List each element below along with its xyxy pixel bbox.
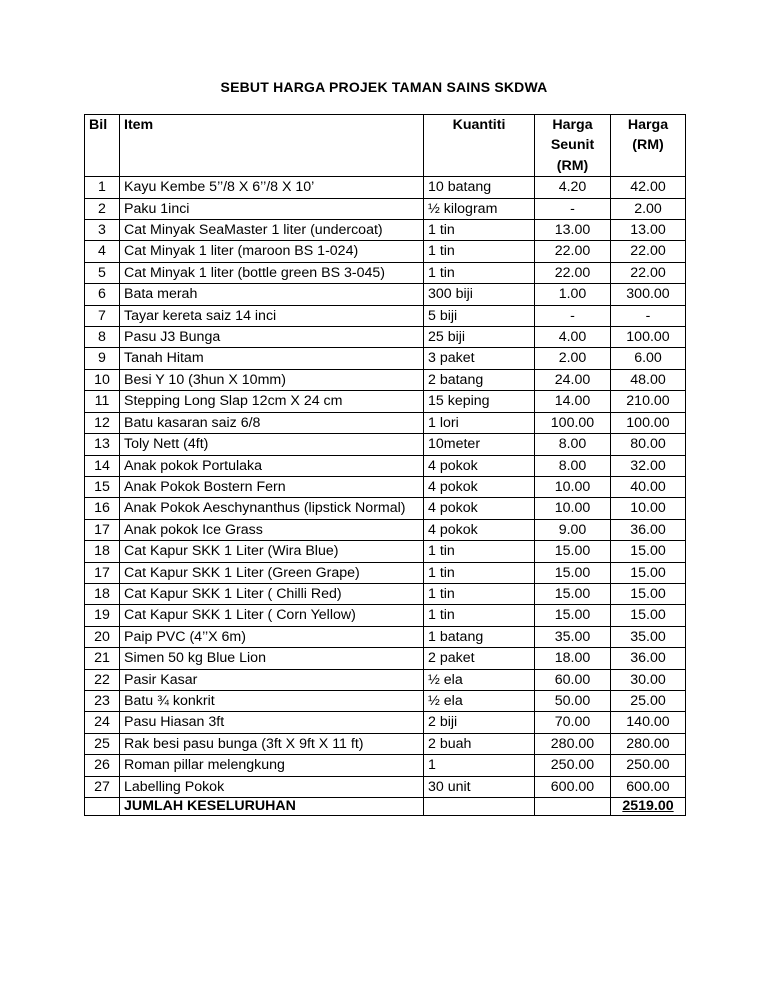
row-bil: 9 [85,348,120,369]
row-item: Batu kasaran saiz 6/8 [120,412,424,433]
row-quantity: 1 tin [424,241,535,262]
row-item: Batu ¾ konkrit [120,690,424,711]
row-price: 100.00 [611,412,686,433]
row-bil: 14 [85,455,120,476]
total-unit-cell [535,798,611,816]
row-bil: 12 [85,412,120,433]
row-price: 600.00 [611,776,686,797]
row-unit-price: 280.00 [535,733,611,754]
row-price: 25.00 [611,690,686,711]
row-bil: 23 [85,690,120,711]
row-price: 80.00 [611,434,686,455]
row-quantity: 2 paket [424,648,535,669]
row-price: 36.00 [611,519,686,540]
row-price: 140.00 [611,712,686,733]
row-price: 13.00 [611,220,686,241]
table-row [85,626,686,647]
row-item: Pasir Kasar [120,669,424,690]
row-unit-price: 600.00 [535,776,611,797]
row-price: 2.00 [611,198,686,219]
header-item: Item [120,115,424,177]
row-bil: 3 [85,220,120,241]
row-price: 35.00 [611,626,686,647]
row-price: 42.00 [611,177,686,198]
table-row [85,712,686,733]
row-unit-price: 250.00 [535,755,611,776]
table-row [85,669,686,690]
row-item: Pasu Hiasan 3ft [120,712,424,733]
row-quantity: 1 tin [424,583,535,604]
row-item: Cat Kapur SKK 1 Liter (Green Grape) [120,562,424,583]
row-item: Simen 50 kg Blue Lion [120,648,424,669]
row-item: Rak besi pasu bunga (3ft X 9ft X 11 ft) [120,733,424,754]
row-bil: 20 [85,626,120,647]
row-bil: 17 [85,519,120,540]
row-bil: 2 [85,198,120,219]
row-unit-price: 13.00 [535,220,611,241]
page-title: SEBUT HARGA PROJEK TAMAN SAINS SKDWA [220,79,548,95]
row-quantity: 1 tin [424,562,535,583]
row-bil: 13 [85,434,120,455]
row-unit-price: 8.00 [535,455,611,476]
row-bil: 18 [85,541,120,562]
row-unit-price: 4.00 [535,327,611,348]
row-item: Anak Pokok Bostern Fern [120,476,424,497]
table-row [85,241,686,262]
table-row [85,583,686,604]
row-unit-price: 1.00 [535,284,611,305]
table-row [85,776,686,797]
row-bil: 21 [85,648,120,669]
row-price: - [611,305,686,326]
row-price: 15.00 [611,605,686,626]
row-bil: 27 [85,776,120,797]
table-row [85,412,686,433]
table-row [85,755,686,776]
row-price: 36.00 [611,648,686,669]
row-quantity: ½ ela [424,690,535,711]
row-unit-price: 8.00 [535,434,611,455]
row-quantity: 3 paket [424,348,535,369]
row-bil: 8 [85,327,120,348]
table-row [85,455,686,476]
row-item: Anak pokok Ice Grass [120,519,424,540]
row-bil: 1 [85,177,120,198]
row-item: Labelling Pokok [120,776,424,797]
row-price: 100.00 [611,327,686,348]
row-quantity: 2 buah [424,733,535,754]
table-row [85,327,686,348]
row-bil: 6 [85,284,120,305]
row-unit-price: 100.00 [535,412,611,433]
row-bil: 17 [85,562,120,583]
row-item: Cat Minyak SeaMaster 1 liter (undercoat) [120,220,424,241]
row-price: 22.00 [611,262,686,283]
row-quantity: 10 batang [424,177,535,198]
row-item: Anak pokok Portulaka [120,455,424,476]
table-row [85,262,686,283]
row-quantity: 30 unit [424,776,535,797]
row-price: 300.00 [611,284,686,305]
row-unit-price: 15.00 [535,541,611,562]
table-row [85,369,686,390]
row-unit-price: 22.00 [535,262,611,283]
grand-total: 2519.00 [611,798,686,816]
row-unit-price: - [535,198,611,219]
row-quantity: ½ kilogram [424,198,535,219]
header-bil: Bil [85,115,120,177]
quotation-table [84,114,686,816]
row-item: Tayar kereta saiz 14 inci [120,305,424,326]
row-quantity: 1 [424,755,535,776]
row-quantity: 1 tin [424,541,535,562]
row-unit-price: 14.00 [535,391,611,412]
row-price: 40.00 [611,476,686,497]
row-quantity: 25 biji [424,327,535,348]
row-quantity: 2 biji [424,712,535,733]
row-quantity: 4 pokok [424,498,535,519]
row-bil: 19 [85,605,120,626]
row-unit-price: 4.20 [535,177,611,198]
row-unit-price: 18.00 [535,648,611,669]
row-item: Toly Nett (4ft) [120,434,424,455]
row-bil: 11 [85,391,120,412]
table-row [85,476,686,497]
row-quantity: ½ ela [424,669,535,690]
table-row [85,690,686,711]
row-quantity: 300 biji [424,284,535,305]
row-price: 30.00 [611,669,686,690]
row-bil: 16 [85,498,120,519]
total-label: JUMLAH KESELURUHAN [120,798,424,816]
total-qty-cell [424,798,535,816]
row-quantity: 15 keping [424,391,535,412]
table-row [85,541,686,562]
table-row [85,562,686,583]
row-unit-price: 15.00 [535,562,611,583]
row-price: 10.00 [611,498,686,519]
row-bil: 25 [85,733,120,754]
row-unit-price: 70.00 [535,712,611,733]
row-unit-price: 15.00 [535,583,611,604]
table-header-row [85,115,686,177]
row-unit-price: 24.00 [535,369,611,390]
row-price: 22.00 [611,241,686,262]
table-row [85,519,686,540]
row-quantity: 1 lori [424,412,535,433]
row-price: 280.00 [611,733,686,754]
row-unit-price: 60.00 [535,669,611,690]
row-item: Stepping Long Slap 12cm X 24 cm [120,391,424,412]
row-price: 6.00 [611,348,686,369]
row-unit-price: 15.00 [535,605,611,626]
row-bil: 22 [85,669,120,690]
row-unit-price: 22.00 [535,241,611,262]
row-bil: 4 [85,241,120,262]
row-price: 15.00 [611,562,686,583]
row-item: Besi Y 10 (3hun X 10mm) [120,369,424,390]
row-item: Paku 1inci [120,198,424,219]
row-bil: 18 [85,583,120,604]
row-price: 210.00 [611,391,686,412]
table-row [85,648,686,669]
row-bil: 5 [85,262,120,283]
row-item: Cat Kapur SKK 1 Liter ( Corn Yellow) [120,605,424,626]
row-quantity: 10meter [424,434,535,455]
row-unit-price: 10.00 [535,476,611,497]
table-row [85,284,686,305]
total-bil-cell [85,798,120,816]
row-price: 250.00 [611,755,686,776]
row-bil: 15 [85,476,120,497]
row-quantity: 5 biji [424,305,535,326]
row-price: 48.00 [611,369,686,390]
row-item: Cat Kapur SKK 1 Liter (Wira Blue) [120,541,424,562]
row-quantity: 1 batang [424,626,535,647]
table-row [85,348,686,369]
row-quantity: 4 pokok [424,455,535,476]
row-price: 15.00 [611,541,686,562]
row-bil: 7 [85,305,120,326]
table-row [85,177,686,198]
row-unit-price: 50.00 [535,690,611,711]
row-item: Paip PVC (4’’X 6m) [120,626,424,647]
table-body [85,177,686,798]
table-row [85,434,686,455]
row-price: 15.00 [611,583,686,604]
row-unit-price: 2.00 [535,348,611,369]
row-bil: 24 [85,712,120,733]
row-quantity: 1 tin [424,262,535,283]
table-row [85,220,686,241]
row-quantity: 1 tin [424,220,535,241]
row-quantity: 1 tin [424,605,535,626]
row-item: Cat Minyak 1 liter (maroon BS 1-024) [120,241,424,262]
table-row [85,391,686,412]
row-unit-price: 10.00 [535,498,611,519]
row-unit-price: 9.00 [535,519,611,540]
row-item: Cat Kapur SKK 1 Liter ( Chilli Red) [120,583,424,604]
row-price: 32.00 [611,455,686,476]
row-quantity: 2 batang [424,369,535,390]
row-unit-price: 35.00 [535,626,611,647]
row-quantity: 4 pokok [424,519,535,540]
table-row [85,605,686,626]
row-bil: 10 [85,369,120,390]
total-row [85,798,686,816]
table-row [85,305,686,326]
header-kuantiti: Kuantiti [424,115,535,177]
row-bil: 26 [85,755,120,776]
header-harga: Harga (RM) [611,115,686,177]
row-item: Roman pillar melengkung [120,755,424,776]
row-item: Kayu Kembe 5’’/8 X 6’’/8 X 10’ [120,177,424,198]
row-item: Cat Minyak 1 liter (bottle green BS 3-045) [120,262,424,283]
row-quantity: 4 pokok [424,476,535,497]
row-item: Pasu J3 Bunga [120,327,424,348]
row-item: Tanah Hitam [120,348,424,369]
table-row [85,733,686,754]
table-row [85,498,686,519]
row-item: Anak Pokok Aeschynanthus (lipstick Normal) [120,498,424,519]
table-row [85,198,686,219]
header-harga-seunit: Harga Seunit (RM) [535,115,611,177]
row-unit-price: - [535,305,611,326]
row-item: Bata merah [120,284,424,305]
